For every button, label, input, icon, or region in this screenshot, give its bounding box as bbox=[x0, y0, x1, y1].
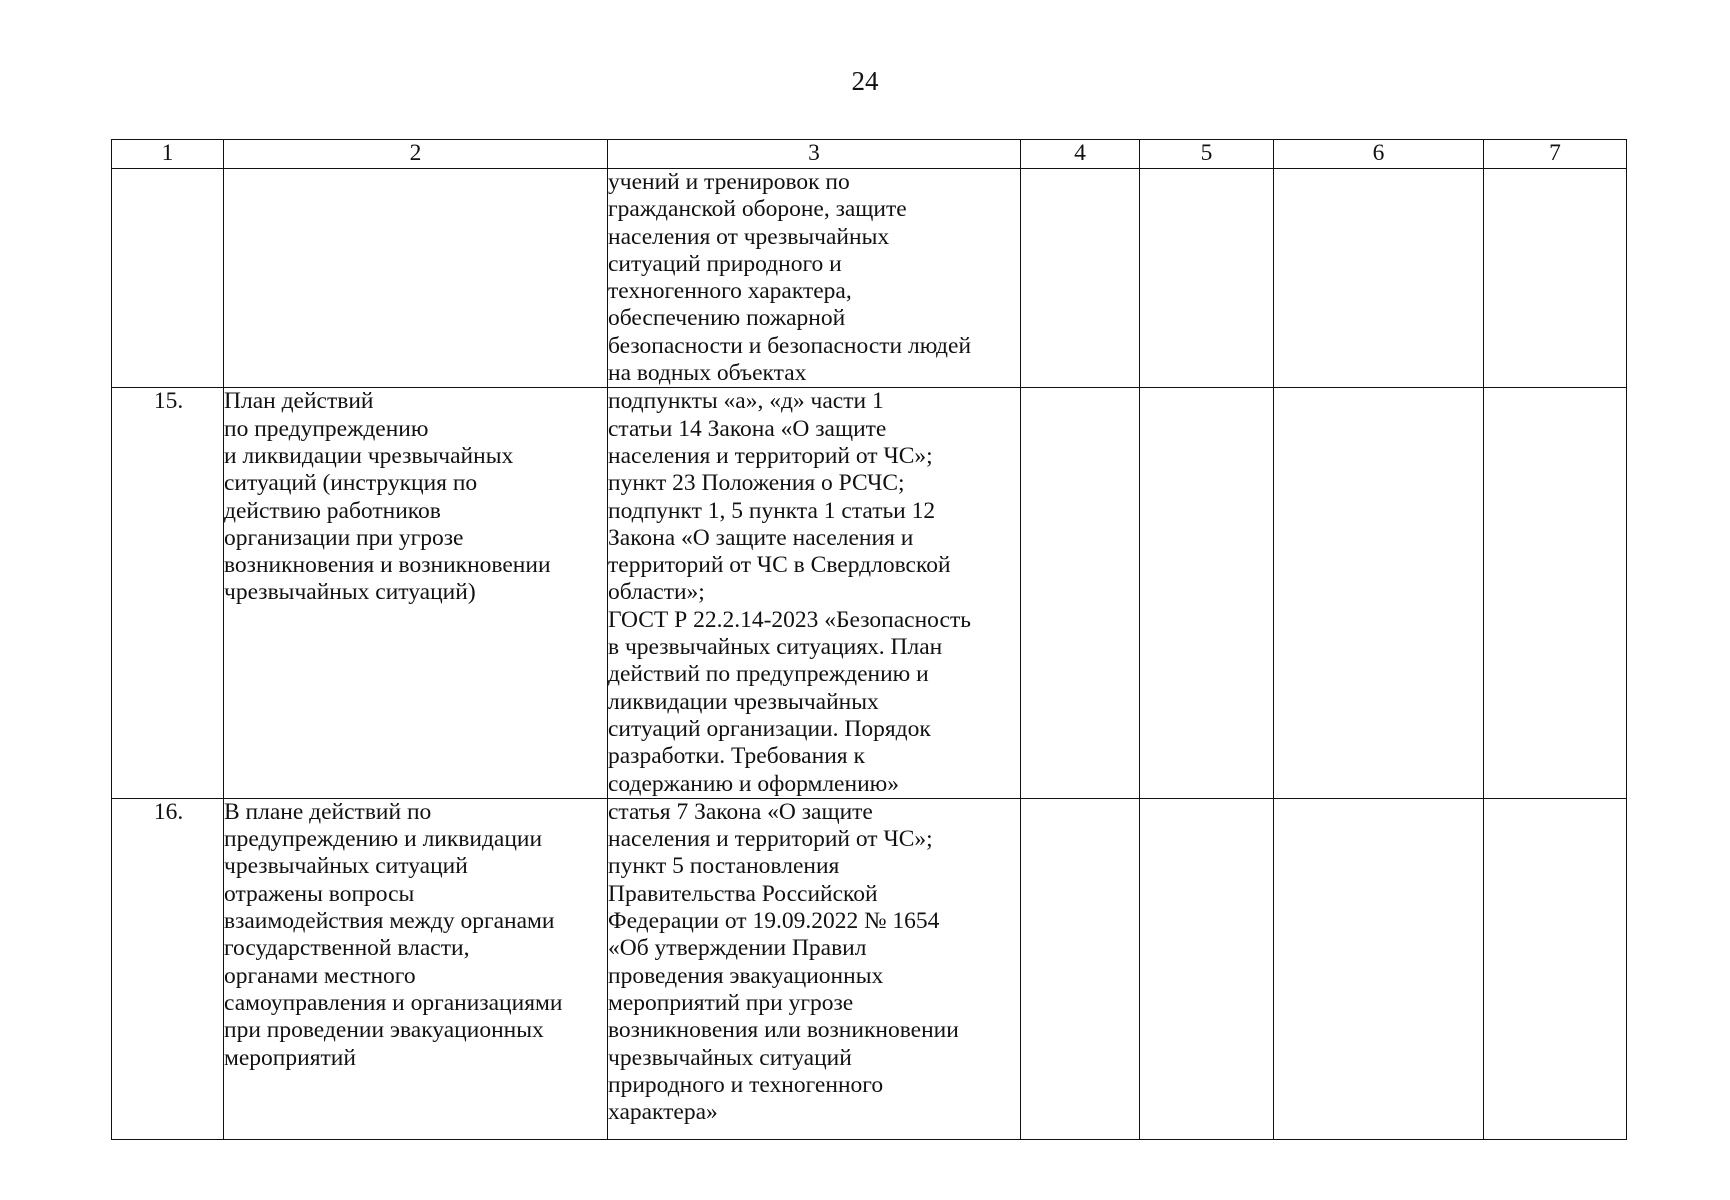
legal-basis-text-line: обеспечению пожарной bbox=[608, 305, 846, 332]
requirement-cell bbox=[224, 798, 608, 1139]
legal-basis-text-line: Федерации от 19.09.2022 № 1654 bbox=[608, 908, 940, 935]
legal-basis-text-line: в чрезвычайных ситуациях. План bbox=[608, 634, 943, 661]
requirement-text-line: действию работников bbox=[224, 497, 441, 524]
legal-basis-text-line: мероприятий при угрозе bbox=[608, 989, 854, 1016]
column-4-cell bbox=[1021, 169, 1140, 388]
requirement-text-line: организации при угрозе bbox=[224, 524, 464, 551]
table-row bbox=[112, 169, 1627, 388]
requirement-text-line: ситуаций (инструкция по bbox=[224, 470, 478, 497]
requirement-text-line: чрезвычайных ситуаций bbox=[224, 853, 468, 880]
legal-basis-text-line: техногенного характера, bbox=[608, 278, 852, 305]
column-6-cell bbox=[1274, 388, 1484, 798]
legal-basis-text-line: статьи 14 Закона «О защите bbox=[608, 415, 887, 442]
column-header-4: 4 bbox=[1021, 140, 1140, 169]
requirement-cell bbox=[224, 388, 608, 798]
legal-basis-text-line: подпункт 1, 5 пункта 1 статьи 12 bbox=[608, 497, 936, 524]
legal-basis-text-line: пункт 5 постановления bbox=[608, 853, 840, 880]
legal-basis-text-line: статья 7 Закона «О защите bbox=[608, 798, 873, 825]
requirement-text-line: самоуправления и организациями bbox=[224, 989, 563, 1016]
legal-basis-text-line: разработки. Требования к bbox=[608, 743, 865, 770]
legal-basis-text-line: ситуаций организации. Порядок bbox=[608, 715, 931, 742]
column-header-1: 1 bbox=[112, 140, 224, 169]
legal-basis-text-line: населения и территорий от ЧС»; bbox=[608, 826, 933, 853]
column-header-3: 3 bbox=[608, 140, 1021, 169]
legal-basis-text-line: учений и тренировок по bbox=[608, 169, 850, 195]
legal-basis-text-line: ликвидации чрезвычайных bbox=[608, 688, 879, 715]
requirement-text-line: мероприятий bbox=[224, 1044, 356, 1071]
item-number-cell bbox=[112, 798, 224, 1139]
requirement-text-line: взаимодействия между органами bbox=[224, 908, 555, 935]
column-4-cell bbox=[1021, 798, 1140, 1139]
legal-basis-text-line: «Об утверждении Правил bbox=[608, 935, 867, 962]
legal-basis-text-line: на водных объектах bbox=[608, 360, 807, 387]
column-header-5: 5 bbox=[1140, 140, 1274, 169]
legal-basis-text-line: ситуаций природного и bbox=[608, 250, 842, 277]
legal-basis-text-line: характера» bbox=[608, 1099, 718, 1126]
column-7-cell bbox=[1484, 388, 1627, 798]
requirement-text-line: возникновения и возникновении bbox=[224, 552, 551, 579]
requirement-text-line: государственной власти, bbox=[224, 935, 470, 962]
requirement-text-line: органами местного bbox=[224, 962, 416, 989]
column-5-cell bbox=[1140, 798, 1274, 1139]
column-header-2: 2 bbox=[224, 140, 608, 169]
legal-basis-text-line: пункт 23 Положения о РСЧС; bbox=[608, 470, 905, 497]
requirement-text-line: по предупреждению bbox=[224, 415, 429, 442]
item-number-cell bbox=[112, 169, 224, 388]
column-5-cell bbox=[1140, 388, 1274, 798]
column-7-cell bbox=[1484, 169, 1627, 388]
requirement-text-line: чрезвычайных ситуаций) bbox=[224, 579, 476, 606]
legal-basis-text-line: возникновения или возникновении bbox=[608, 1017, 959, 1044]
column-4-cell bbox=[1021, 388, 1140, 798]
requirement-text-line: В плане действий по bbox=[224, 798, 432, 825]
item-number: 16. bbox=[153, 798, 184, 825]
column-6-cell bbox=[1274, 798, 1484, 1139]
legal-basis-text-line: Правительства Российской bbox=[608, 880, 878, 907]
item-number-cell bbox=[112, 388, 224, 798]
item-number: 15. bbox=[153, 388, 184, 415]
table-row bbox=[112, 388, 1627, 798]
page-number: 24 bbox=[851, 66, 879, 96]
legal-basis-text-line: природного и техногенного bbox=[608, 1071, 884, 1098]
legal-basis-text-line: действий по предупреждению и bbox=[608, 661, 929, 688]
legal-basis-text-line: территорий от ЧС в Свердловской bbox=[608, 552, 951, 579]
legal-basis-text-line: населения от чрезвычайных bbox=[608, 223, 890, 250]
legal-basis-text-line: ГОСТ Р 22.2.14-2023 «Безопасность bbox=[608, 606, 971, 633]
legal-basis-text-line: Закона «О защите населения и bbox=[608, 524, 914, 551]
column-header-6: 6 bbox=[1274, 140, 1484, 169]
legal-basis-text-line: области»; bbox=[608, 579, 705, 606]
legal-basis-text-line: гражданской обороне, защите bbox=[608, 196, 907, 223]
requirement-text-line: и ликвидации чрезвычайных bbox=[224, 442, 514, 469]
legal-basis-text-line: подпункты «а», «д» части 1 bbox=[608, 388, 884, 415]
column-7-cell bbox=[1484, 798, 1627, 1139]
legal-basis-text-line: населения и территорий от ЧС»; bbox=[608, 442, 933, 469]
column-6-cell bbox=[1274, 169, 1484, 388]
column-5-cell bbox=[1140, 169, 1274, 388]
requirement-text-line: План действий bbox=[224, 388, 374, 415]
legal-basis-cell bbox=[608, 169, 1021, 388]
header-row bbox=[112, 140, 1627, 169]
legal-basis-cell bbox=[608, 798, 1021, 1139]
requirement-cell bbox=[224, 169, 608, 388]
legal-basis-text-line: проведения эвакуационных bbox=[608, 962, 884, 989]
requirement-text-line: отражены вопросы bbox=[224, 880, 415, 907]
table-row bbox=[112, 798, 1627, 1139]
legal-basis-text-line: содержанию и оформлению» bbox=[608, 770, 899, 797]
legal-basis-cell bbox=[608, 388, 1021, 798]
column-header-7: 7 bbox=[1484, 140, 1627, 169]
legal-basis-text-line: чрезвычайных ситуаций bbox=[608, 1044, 852, 1071]
checklist-table bbox=[111, 139, 1627, 1140]
requirement-text-line: предупреждению и ликвидации bbox=[224, 826, 543, 853]
requirement-text-line: при проведении эвакуационных bbox=[224, 1017, 544, 1044]
legal-basis-text-line: безопасности и безопасности людей bbox=[608, 332, 972, 359]
